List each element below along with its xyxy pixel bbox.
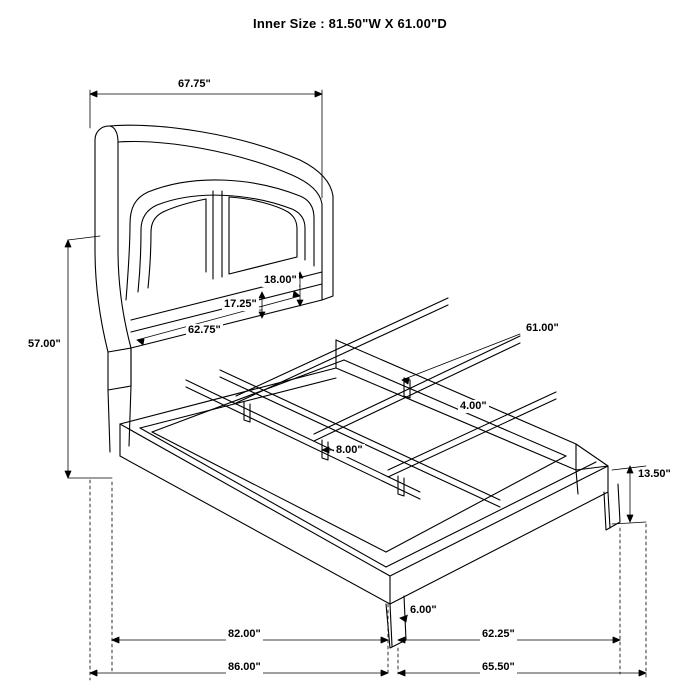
panel-height-label: 18.00"	[264, 274, 297, 286]
headboard-inner-width-label: 62.75"	[188, 324, 221, 336]
side-rail-depth-label: 61.00"	[526, 322, 559, 334]
footboard-height-label: 13.50"	[638, 468, 671, 480]
leg-width-label: 6.00"	[410, 604, 437, 616]
slat-thickness-label: 4.00"	[460, 400, 487, 412]
dimension-lines	[65, 90, 646, 680]
headboard-width-label: 67.75"	[178, 78, 211, 90]
overall-height-label: 57.00"	[28, 338, 61, 350]
inner-length-label: 82.00"	[228, 628, 261, 640]
inner-depth-label: 62.25"	[482, 628, 515, 640]
panel-inner-label: 17.25"	[224, 298, 257, 310]
overall-length-label: 86.00"	[228, 661, 261, 673]
headboard-outline	[95, 125, 333, 390]
page-title: Inner Size : 81.50"W X 61.00"D	[253, 16, 447, 31]
overall-depth-label: 65.50"	[482, 661, 515, 673]
bed-legs	[108, 386, 620, 648]
center-support-label: 8.00"	[336, 444, 363, 456]
